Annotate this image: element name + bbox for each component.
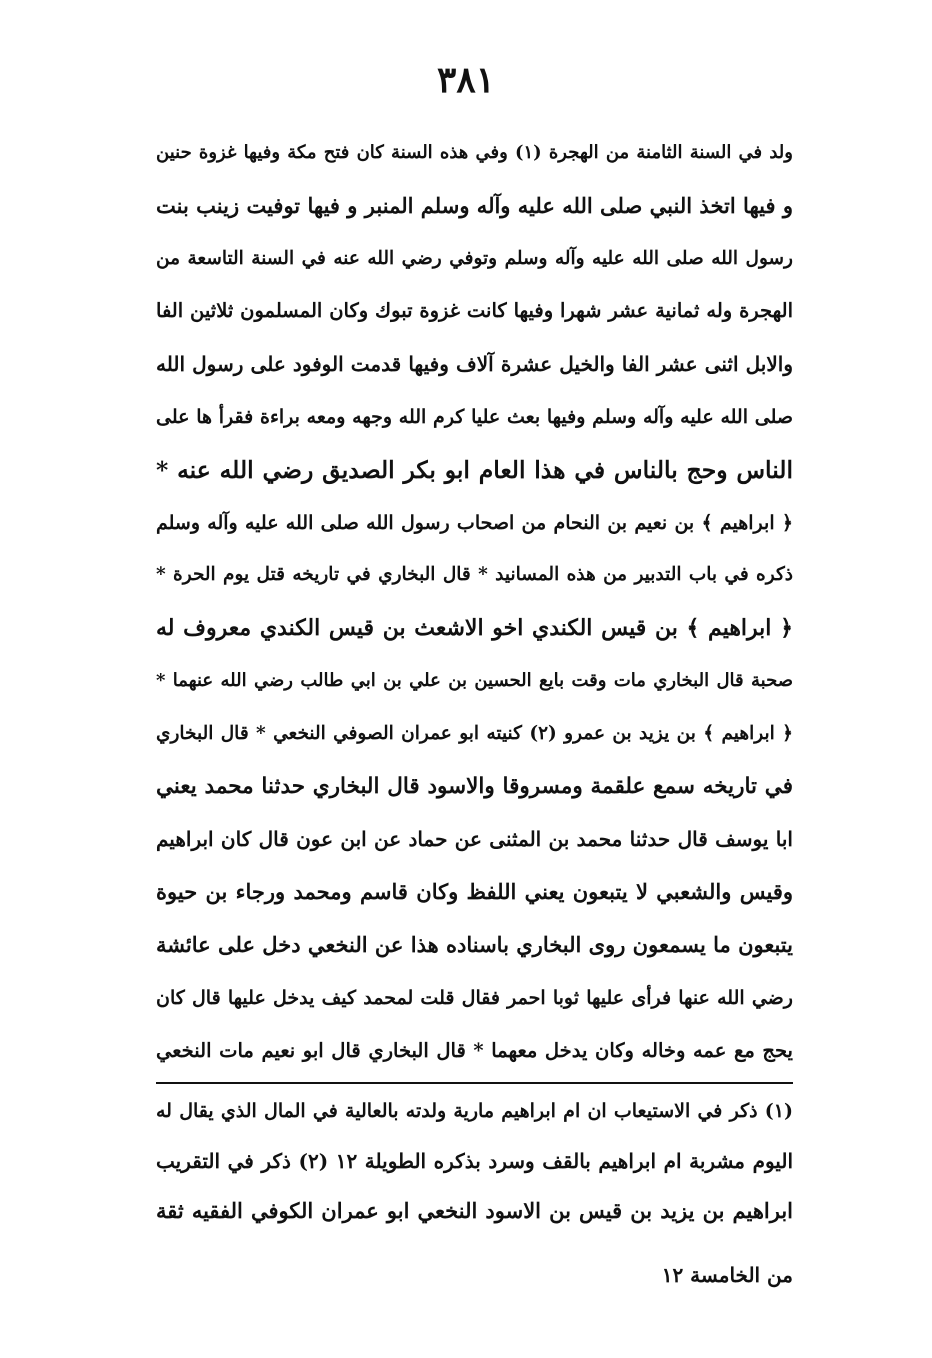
text-line bbox=[156, 127, 793, 180]
text-line bbox=[156, 972, 793, 1025]
text-line bbox=[156, 180, 793, 233]
footer-note: من الخامسة ١٢ bbox=[661, 1263, 793, 1287]
text-line-content: ولد في السنة الثامنة من الهجرة (١) وفي هذه السنة كان فتح مكة وفيها غزوة حنين bbox=[156, 142, 793, 163]
text-line bbox=[156, 1025, 793, 1078]
footnote-separator bbox=[156, 1082, 793, 1084]
text-line-content: رضي الله عنها فرأى عليها ثوبا احمر فقال قلت لمحمد كيف يدخل عليها قال كان bbox=[156, 986, 793, 1009]
text-line-content: ذكره في باب التدبير من هذه المسانيد * قال البخاري في تاريخه قتل يوم الحرة * bbox=[156, 564, 793, 586]
text-line-content: يتبعون ما يسمعون روى البخاري باسناده هذا عن النخعي دخل على عائشة bbox=[156, 931, 793, 957]
entry-line bbox=[156, 497, 793, 550]
text-line-content: و فيها اتخذ النبي صلى الله عليه وآله وسلم المنبر و فيها توفيت زينب بنت bbox=[156, 192, 793, 218]
footnote-line bbox=[156, 1086, 793, 1136]
text-line-content: في تاريخه سمع علقمة ومسروقا والاسود قال البخاري حدثنا محمد يعني bbox=[156, 773, 793, 799]
footnote-line-content: (١) ذكر في الاستيعاب ان ام ابراهيم مارية ولدته بالعالية في المال الذي يقال له bbox=[156, 1100, 793, 1122]
page-number: ٣٨١ bbox=[436, 59, 495, 101]
text-line bbox=[156, 549, 793, 602]
text-line bbox=[156, 655, 793, 708]
footnote-line-content: اليوم مشربة ام ابراهيم بالقف وسرد بذكره الطويلة ١٢ (٢) ذكر في التقريب bbox=[156, 1149, 793, 1173]
text-line-content: ﴿ ابراهيم ﴾ بن يزيد بن عمرو (٢) كنيته ابو عمران الصوفي النخعي * قال البخاري bbox=[156, 722, 793, 744]
main-text-block bbox=[156, 127, 793, 1077]
entry-line bbox=[156, 708, 793, 761]
text-line bbox=[156, 444, 793, 497]
text-line-content: صحبة قال البخاري مات وقت بايع الحسين بن علي بن ابي طالب رضي الله عنهما * bbox=[156, 669, 793, 691]
text-line bbox=[156, 391, 793, 444]
entry-line bbox=[156, 602, 793, 655]
text-line bbox=[156, 285, 793, 338]
text-line-content: ابا يوسف قال حدثنا محمد بن المثنى عن حماد عن ابن عون قال كان ابراهيم bbox=[156, 827, 793, 852]
text-line-content: ﴿ ابراهيم ﴾ بن نعيم بن النحام من اصحاب رسول الله صلى الله عليه وآله وسلم bbox=[156, 511, 793, 534]
footnote-line-content: ابراهيم بن يزيد بن قيس بن الاسود النخعي ابو عمران الكوفي الفقيه ثقة bbox=[156, 1198, 793, 1223]
text-line-content: ﴿ ابراهيم ﴾ بن قيس الكندي اخو الاشعث بن قيس الكندي معروف له bbox=[156, 615, 793, 642]
footnotes-block bbox=[156, 1086, 793, 1236]
text-line bbox=[156, 813, 793, 866]
text-line-content: رسول الله صلى الله عليه وآله وسلم وتوفي رضي الله عنه في السنة التاسعة من bbox=[156, 247, 793, 269]
text-line bbox=[156, 338, 793, 391]
text-line bbox=[156, 233, 793, 286]
text-line-content: الهجرة وله ثمانية عشر شهرا وفيها كانت غزوة تبوك وكان المسلمون ثلاثين الفا bbox=[156, 299, 793, 323]
text-line-content: صلى الله عليه وآله وسلم وفيها بعث عليا كرم الله وجهه ومعه براءة فقرأ ها على bbox=[156, 405, 793, 428]
text-line-content: والابل اثنى عشر الفا والخيل عشرة آلاف وفيها قدمت الوفود على رسول الله bbox=[156, 352, 793, 377]
text-line bbox=[156, 866, 793, 919]
footnote-line bbox=[156, 1136, 793, 1186]
footnote-line bbox=[156, 1186, 793, 1236]
text-line-content: الناس وحج بالناس في هذا العام ابو بكر الصديق رضي الله عنه * bbox=[156, 455, 793, 484]
text-line-content: وقيس والشعبي لا يتبعون يعني اللفظ وكان قاسم ومحمد ورجاء بن حيوة bbox=[156, 879, 793, 905]
text-line-content: يحج مع عمه وخاله وكان يدخل معهما * قال البخاري قال ابو نعيم مات النخعي bbox=[156, 1038, 793, 1062]
text-line bbox=[156, 919, 793, 972]
text-line bbox=[156, 761, 793, 814]
